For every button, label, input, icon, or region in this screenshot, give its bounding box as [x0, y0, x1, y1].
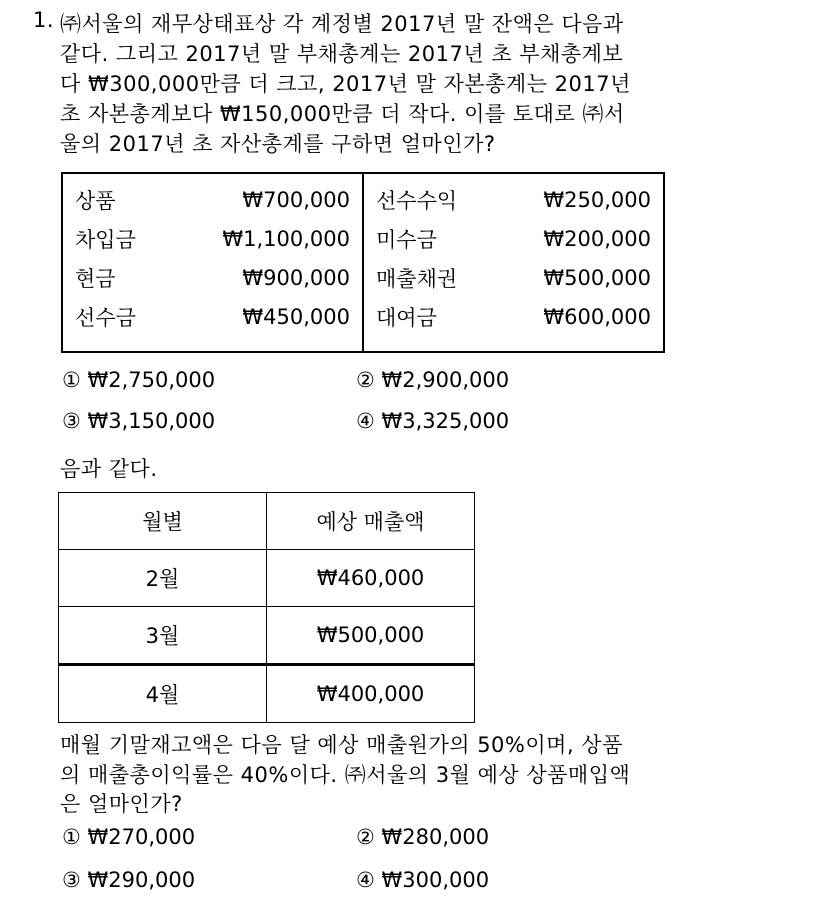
- sales-cell: ₩460,000: [267, 550, 475, 607]
- account-name: 미수금: [376, 227, 437, 252]
- account-amount: ₩900,000: [242, 265, 350, 290]
- balance-table-left: [63, 174, 362, 351]
- account-amount: ₩1,100,000: [222, 226, 350, 251]
- account-amount: ₩600,000: [543, 304, 651, 329]
- account-amount: ₩500,000: [543, 265, 651, 290]
- question-text-line: 초 자본총계보다 ₩150,000만큼 더 작다. 이를 토대로 ㈜서: [60, 102, 625, 126]
- account-name: 매출채권: [376, 266, 458, 291]
- table-row: [376, 180, 651, 219]
- account-name: 선수금: [75, 305, 136, 330]
- account-amount: ₩250,000: [543, 187, 651, 212]
- question-intro: 음과 같다.: [60, 457, 158, 481]
- account-name: 선수수익: [376, 188, 458, 213]
- balance-table: [61, 172, 665, 353]
- question-number: 1.: [33, 8, 55, 32]
- column-header: 월별: [59, 493, 267, 550]
- answer-choice-3[interactable]: ③ ₩290,000: [62, 868, 196, 892]
- account-name: 대여금: [376, 305, 437, 330]
- sales-cell: ₩500,000: [267, 607, 475, 665]
- account-amount: ₩700,000: [242, 187, 350, 212]
- account-amount: ₩450,000: [242, 304, 350, 329]
- answer-choice-4[interactable]: ④ ₩3,325,000: [356, 409, 510, 433]
- month-cell: 3월: [59, 607, 267, 665]
- question-text-line: 같다. 그리고 2017년 말 부채총계는 2017년 초 부채총계보: [60, 42, 624, 66]
- question-text-line: 의 매출총이익률은 40%이다. ㈜서울의 3월 예상 상품매입액: [60, 763, 631, 787]
- table-row: [75, 219, 350, 258]
- table-header-row: [59, 493, 475, 550]
- question-text-line: ㈜서울의 재무상태표상 각 계정별 2017년 말 잔액은 다음과: [60, 12, 624, 36]
- table-row: [59, 550, 475, 607]
- answer-choice-2[interactable]: ② ₩2,900,000: [356, 368, 510, 392]
- table-row: [376, 297, 651, 336]
- table-row: [75, 180, 350, 219]
- question-text-line: 은 얼마인가?: [60, 792, 183, 816]
- question-text-line: 매월 기말재고액은 다음 달 예상 매출원가의 50%이며, 상품: [60, 733, 623, 757]
- balance-table-right: [362, 174, 663, 351]
- account-name: 차입금: [75, 227, 136, 252]
- table-row: [75, 258, 350, 297]
- table-row: [376, 219, 651, 258]
- answer-choice-1[interactable]: ① ₩270,000: [62, 825, 196, 849]
- column-header: 예상 매출액: [267, 493, 475, 550]
- answer-choice-1[interactable]: ① ₩2,750,000: [62, 368, 216, 392]
- table-row: [75, 297, 350, 336]
- month-cell: 2월: [59, 550, 267, 607]
- table-row: [59, 607, 475, 665]
- account-name: 현금: [75, 266, 116, 291]
- answer-choice-3[interactable]: ③ ₩3,150,000: [62, 409, 216, 433]
- month-cell: 4월: [59, 665, 267, 723]
- answer-choice-2[interactable]: ② ₩280,000: [356, 825, 490, 849]
- question-text-line: 다 ₩300,000만큼 더 크고, 2017년 말 자본총계는 2017년: [60, 72, 631, 96]
- account-amount: ₩200,000: [543, 226, 651, 251]
- account-name: 상품: [75, 188, 116, 213]
- table-row: [59, 665, 475, 723]
- sales-cell: ₩400,000: [267, 665, 475, 723]
- table-row: [376, 258, 651, 297]
- answer-choice-4[interactable]: ④ ₩300,000: [356, 868, 490, 892]
- question-text-line: 울의 2017년 초 자산총계를 구하면 얼마인가?: [60, 132, 496, 156]
- sales-forecast-table: [58, 492, 475, 723]
